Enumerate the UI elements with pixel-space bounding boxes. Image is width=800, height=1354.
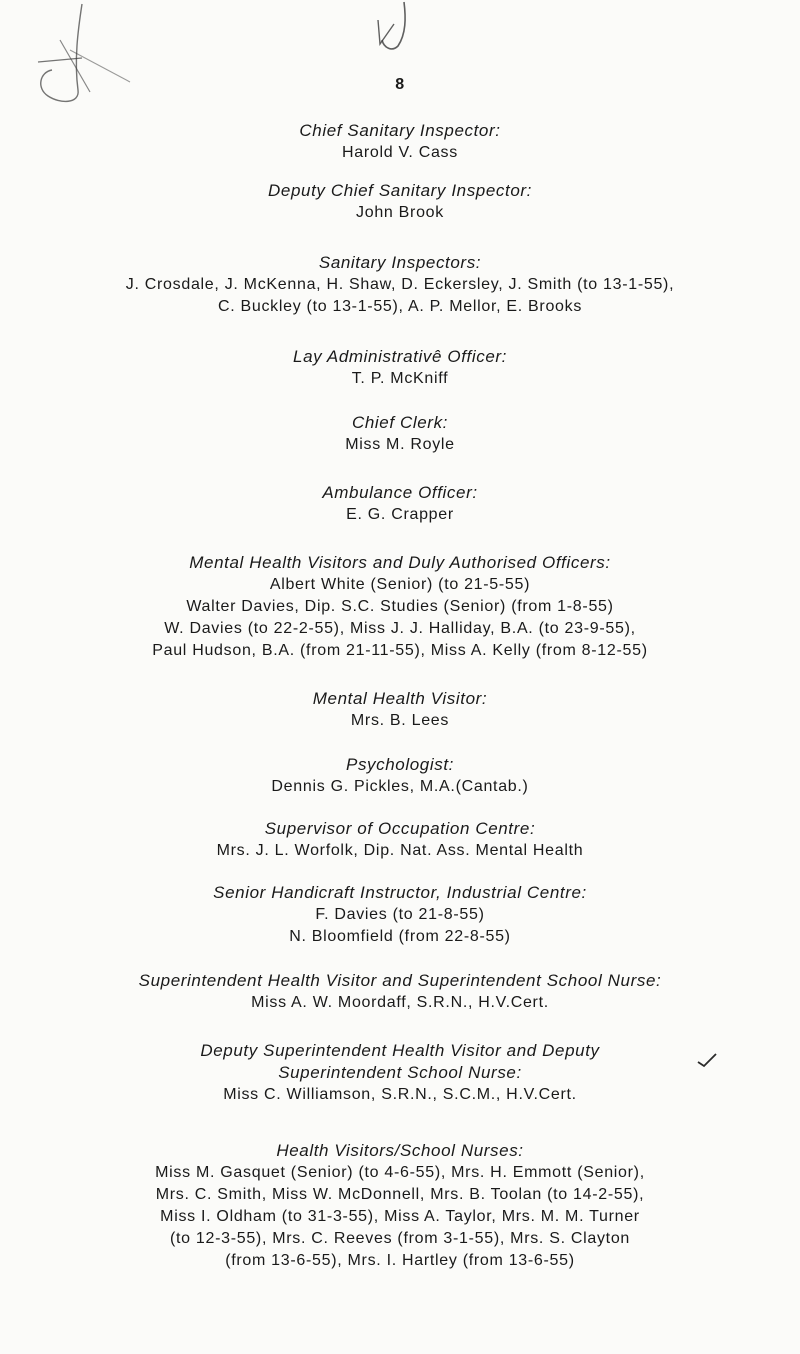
name-line: Miss M. Gasquet (Senior) (to 4-6-55), Mrs. H. Emmott (Senior),	[155, 1164, 645, 1181]
name-line: Walter Davies, Dip. S.C. Studies (Senior) (from 1-8-55)	[186, 598, 614, 615]
name-line: T. P. McKniff	[351, 370, 449, 387]
section-sanitary-inspectors	[0, 252, 800, 318]
section-heading: Deputy Superintendent Health Visitor and Deputy Superintendent School Nurse:	[200, 1041, 600, 1082]
section-health-visitors-school-nurses	[0, 1140, 800, 1272]
section-heading: Supervisor of Occupation Centre:	[264, 819, 536, 838]
name-line: C. Buckley (to 13-1-55), A. P. Mellor, E. Brooks	[217, 298, 583, 315]
name-line: N. Bloomfield (from 22-8-55)	[289, 928, 511, 945]
section-deputy-superintendent-health-visitor	[0, 1040, 800, 1106]
name-line: (to 12-3-55), Mrs. C. Reeves (from 3-1-55), Mrs. S. Clayton	[169, 1230, 631, 1247]
section-mental-health-visitor	[0, 688, 800, 732]
section-ambulance-officer	[0, 482, 800, 526]
section-deputy-chief-sanitary-inspector	[0, 180, 800, 224]
name-line: Paul Hudson, B.A. (from 21-11-55), Miss A. Kelly (from 8-12-55)	[152, 642, 648, 659]
page-number: 8	[395, 76, 405, 93]
section-mental-health-visitors	[0, 552, 800, 662]
name-line: John Brook	[356, 204, 444, 221]
pencil-numeral-icon	[366, 0, 426, 58]
name-line: Mrs. C. Smith, Miss W. McDonnell, Mrs. B. Toolan (to 14-2-55),	[155, 1186, 645, 1203]
name-line: Dennis G. Pickles, M.A.(Cantab.)	[271, 778, 529, 795]
name-line: Miss M. Royle	[345, 436, 455, 453]
section-heading: Mental Health Visitors and Duly Authorised Officers:	[189, 553, 611, 572]
section-heading: Lay Administrativê Officer:	[293, 347, 507, 366]
section-heading: Deputy Chief Sanitary Inspector:	[268, 181, 532, 200]
name-line: W. Davies (to 22-2-55), Miss J. J. Halliday, B.A. (to 23-9-55),	[164, 620, 636, 637]
section-heading: Ambulance Officer:	[322, 483, 478, 502]
name-line: Mrs. J. L. Worfolk, Dip. Nat. Ass. Mental Health	[216, 842, 584, 859]
name-line: Mrs. B. Lees	[350, 712, 450, 729]
section-senior-handicraft-instructor	[0, 882, 800, 948]
name-line: Miss C. Williamson, S.R.N., S.C.M., H.V.Cert.	[223, 1086, 577, 1103]
name-line: E. G. Crapper	[346, 506, 454, 523]
section-heading: Chief Sanitary Inspector:	[299, 121, 501, 140]
name-line: F. Davies (to 21-8-55)	[315, 906, 485, 923]
section-chief-clerk	[0, 412, 800, 456]
name-line: Harold V. Cass	[342, 144, 458, 161]
section-chief-sanitary-inspector	[0, 120, 800, 164]
section-lay-administrative-officer	[0, 346, 800, 390]
section-heading: Mental Health Visitor:	[312, 689, 488, 708]
name-line: J. Crosdale, J. McKenna, H. Shaw, D. Eckersley, J. Smith (to 13-1-55),	[125, 276, 675, 293]
section-psychologist	[0, 754, 800, 798]
section-heading: Chief Clerk:	[351, 413, 448, 432]
section-superintendent-health-visitor	[0, 970, 800, 1014]
section-heading: Health Visitors/School Nurses:	[276, 1141, 524, 1160]
section-supervisor-occupation-centre	[0, 818, 800, 862]
section-heading: Superintendent Health Visitor and Superintendent School Nurse:	[138, 971, 662, 990]
section-heading: Senior Handicraft Instructor, Industrial Centre:	[213, 883, 587, 902]
name-line: Miss I. Oldham (to 31-3-55), Miss A. Taylor, Mrs. M. M. Turner	[160, 1208, 640, 1225]
name-line: (from 13-6-55), Mrs. I. Hartley (from 13-6-55)	[225, 1252, 575, 1269]
section-heading: Sanitary Inspectors:	[318, 253, 482, 272]
name-line: Albert White (Senior) (to 21-5-55)	[269, 576, 531, 593]
section-heading: Psychologist:	[346, 755, 454, 774]
name-line: Miss A. W. Moordaff, S.R.N., H.V.Cert.	[251, 994, 549, 1011]
